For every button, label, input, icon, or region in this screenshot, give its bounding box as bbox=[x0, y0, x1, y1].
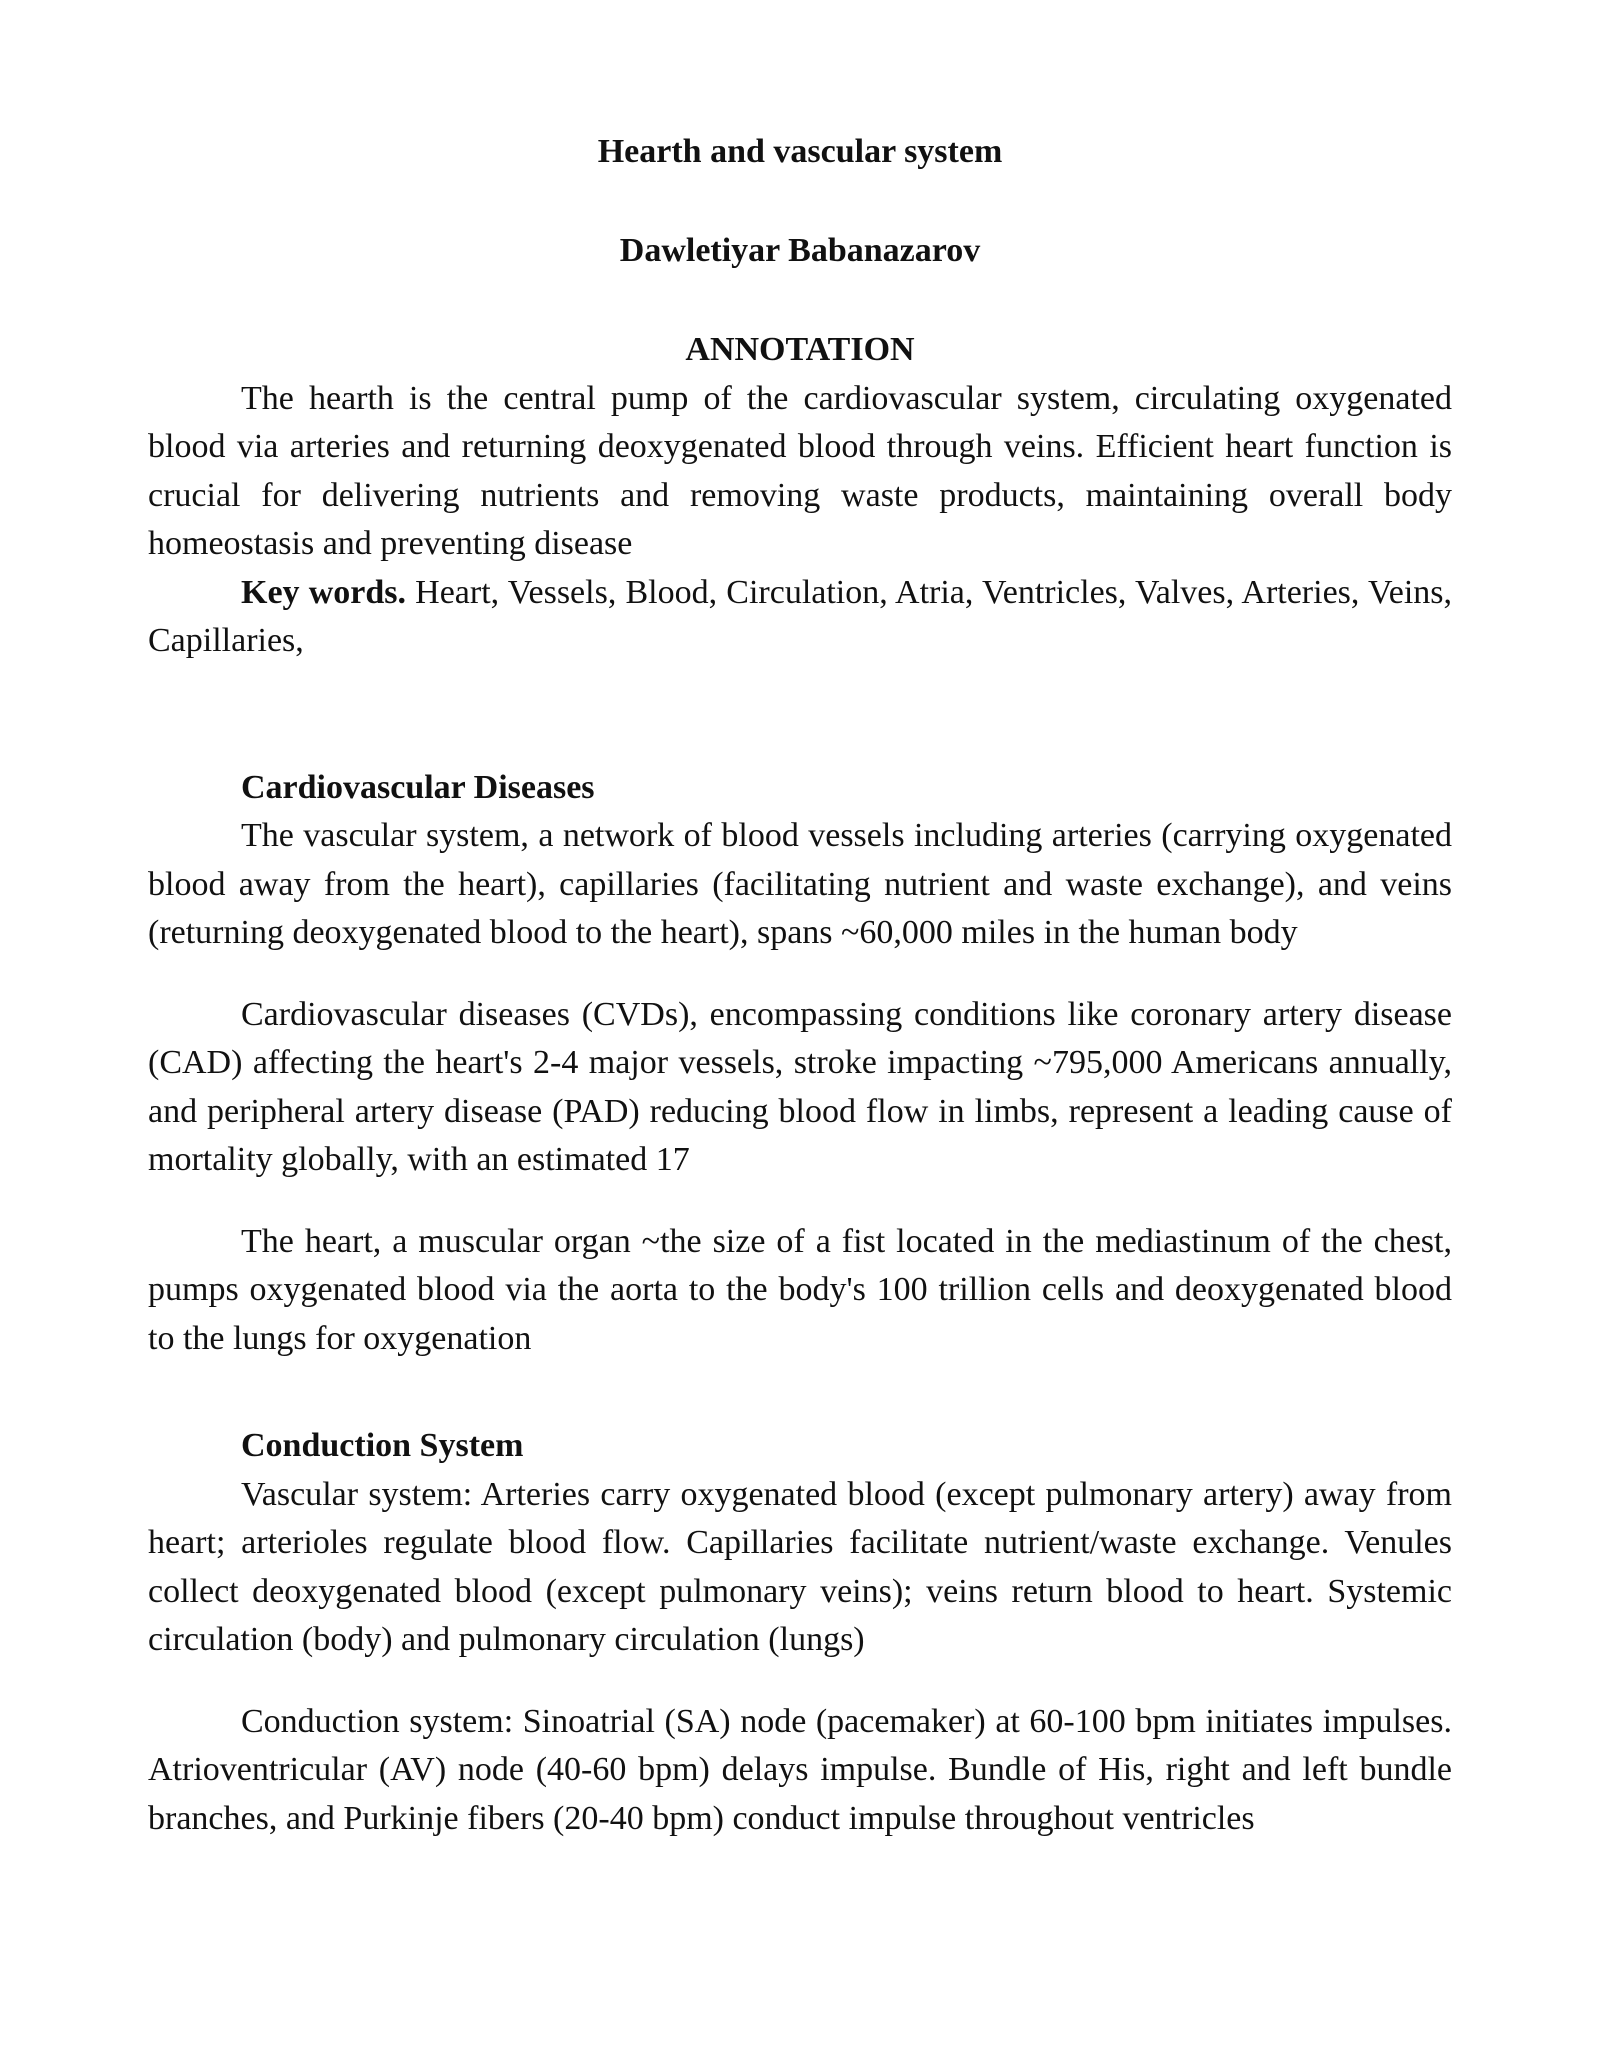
section-heading-cardiovascular-diseases: Cardiovascular Diseases bbox=[241, 768, 595, 806]
section-paragraph: Conduction system: Sinoatrial (SA) node (pacemaker) at 60-100 bpm initiates impulses. Atrioventricular (AV) node (40-60 bpm) delays impulse. Bundle of His, right and left bundle branches, and Purkinje fibers (20-40 bpm) conduct impulse throughout ventricles bbox=[148, 1702, 1452, 1837]
spacer bbox=[148, 1363, 1452, 1422]
spacer bbox=[148, 1665, 1452, 1698]
spacer bbox=[148, 958, 1452, 991]
document-page bbox=[148, 128, 1452, 1843]
keywords-paragraph bbox=[148, 569, 1452, 666]
annotation-text: The hearth is the central pump of the cardiovascular system, circulating oxygenated blood via arteries and returning deoxygenated blood through veins. Efficient heart function is crucial for delivering nutrients and removing waste products, maintaining overall body homeostasis and preventing disease bbox=[148, 379, 1452, 562]
keywords-label: Key words. bbox=[241, 573, 406, 611]
document-author: Dawletiyar Babanazarov bbox=[619, 231, 981, 269]
keywords-list: Heart, Vessels, Blood, Circulation, Atria, Ventricles, Valves, Arteries, Veins, Capillaries, bbox=[148, 573, 1452, 659]
section-paragraph: The vascular system, a network of blood vessels including arteries (carrying oxygenated blood away from the heart), capillaries (facilitating nutrient and waste exchange), and veins (returning deoxygenated blood to the heart), spans ~60,000 miles in the human body bbox=[148, 817, 1452, 951]
spacer bbox=[148, 1185, 1452, 1218]
document-title: Hearth and vascular system bbox=[597, 133, 1003, 170]
section-heading-conduction-system: Conduction System bbox=[241, 1427, 524, 1464]
annotation-heading: ANNOTATION bbox=[685, 331, 915, 368]
spacer bbox=[148, 666, 1452, 764]
section-paragraph: Vascular system: Arteries carry oxygenated blood (except pulmonary artery) away from heart; arterioles regulate blood flow. Capillaries facilitate nutrient/waste exchange. Venules collect deoxygenated blood (except pulmonary veins); veins return blood to heart. Systemic circulation (body) and pulmonary circulation (lungs) bbox=[148, 1475, 1452, 1658]
section-paragraph: The heart, a muscular organ ~the size of a fist located in the mediastinum of the chest, pumps oxygenated blood via the aorta to the body's 100 trillion cells and deoxygenated blood to the lungs for oxygenation bbox=[148, 1222, 1452, 1357]
section-paragraph: Cardiovascular diseases (CVDs), encompassing conditions like coronary artery disease (CAD) affecting the heart's 2-4 major vessels, stroke impacting ~795,000 Americans annually, and peripheral artery disease (PAD) reducing blood flow in limbs, represent a leading cause of mortality globally, with an estimated 17 bbox=[148, 995, 1452, 1178]
